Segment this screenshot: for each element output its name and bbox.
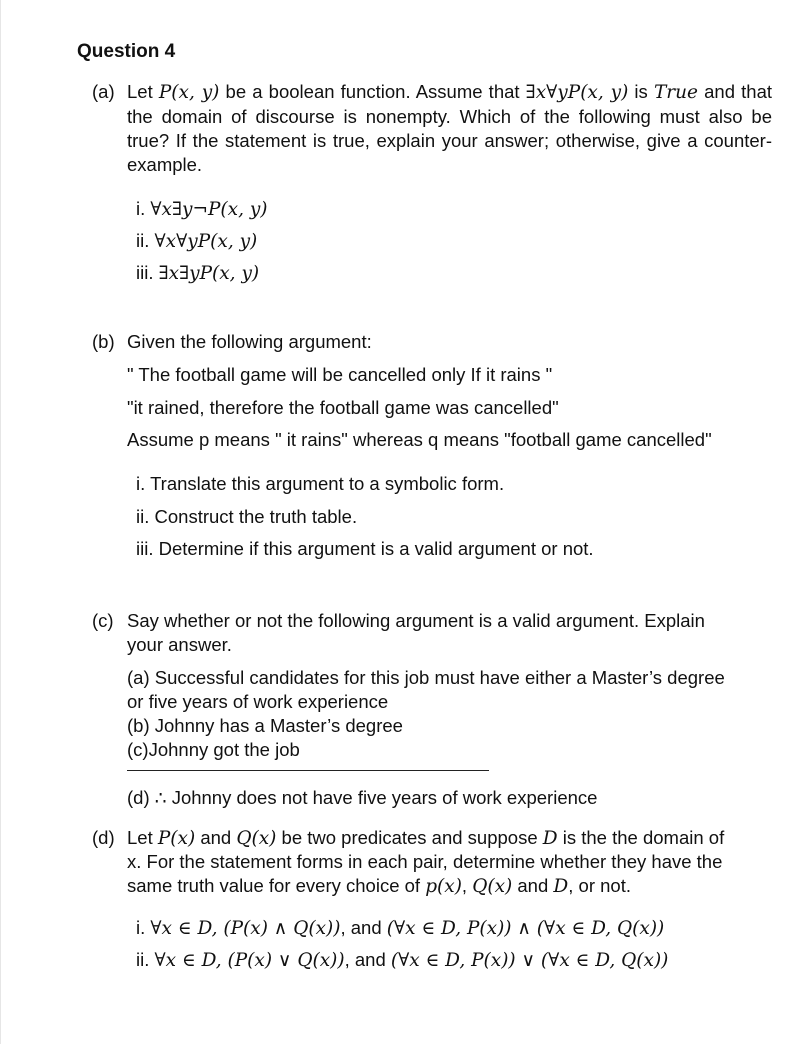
item-left-math: ∀x ∈ D, (P(x) ∧ Q(x)) bbox=[150, 918, 341, 939]
math-D: D bbox=[542, 828, 558, 849]
part-b-item-1 bbox=[136, 472, 504, 496]
item-num: i. bbox=[136, 198, 146, 219]
math-px: p(x) bbox=[425, 876, 462, 897]
math-Qx: Q(x) bbox=[236, 828, 277, 849]
part-d-line-3 bbox=[127, 874, 631, 899]
part-d-text-6: and bbox=[512, 875, 554, 896]
part-d bbox=[92, 826, 772, 851]
premise-c: (c)Johnny got the job bbox=[127, 739, 300, 760]
part-b-item-3 bbox=[136, 537, 594, 561]
conclusion-label: (d) bbox=[127, 787, 150, 808]
part-d-item-2 bbox=[136, 948, 668, 973]
math-exists-forall: ∃x∀yP(x, y) bbox=[525, 82, 629, 103]
part-c-line-1: Say whether or not the following argument is a valid argument. Explain bbox=[127, 610, 705, 631]
conclusion bbox=[127, 786, 597, 811]
item-right-math: (∀x ∈ D, P(x)) ∧ (∀x ∈ D, Q(x)) bbox=[386, 918, 665, 939]
item-num: ii. bbox=[136, 949, 150, 970]
part-a-item-1 bbox=[136, 197, 268, 222]
part-b-quote-2: "it rained, therefore the football game was cancelled" bbox=[127, 397, 559, 418]
item-num: iii. bbox=[136, 538, 154, 559]
item-text: Determine if this argument is a valid argument or not. bbox=[158, 538, 594, 559]
part-a-item-3 bbox=[136, 261, 259, 286]
part-a-text-4: and bbox=[697, 81, 735, 102]
item-and: , and bbox=[340, 917, 387, 938]
item-math: ∀x∀yP(x, y) bbox=[154, 231, 258, 252]
math-true: True bbox=[653, 82, 698, 103]
item-right-math: (∀x ∈ D, P(x)) ∨ (∀x ∈ D, Q(x)) bbox=[390, 950, 669, 971]
question-title: Question 4 bbox=[77, 41, 176, 62]
part-a-text-2: be a boolean function. Assume that bbox=[219, 81, 526, 102]
part-a-text bbox=[127, 80, 772, 177]
item-num: i. bbox=[136, 473, 146, 494]
math-Qx-2: Q(x) bbox=[472, 876, 513, 897]
part-b-assume: Assume p means " it rains" whereas q means "football game cancelled" bbox=[127, 429, 712, 450]
therefore-symbol: ∴ bbox=[154, 788, 167, 809]
item-num: ii. bbox=[136, 230, 150, 251]
part-c-line-2: your answer. bbox=[127, 634, 232, 655]
part-b bbox=[92, 330, 772, 354]
premise-a-line-1: (a) Successful candidates for this job must have either a Master’s degree bbox=[127, 667, 725, 688]
conclusion-divider bbox=[127, 770, 489, 771]
item-num: iii. bbox=[136, 262, 154, 283]
item-math: ∃x∃yP(x, y) bbox=[158, 263, 260, 284]
part-a-text-1: Let bbox=[127, 81, 159, 102]
part-d-text-4: is the the domain of bbox=[557, 827, 725, 848]
part-a-text-rest: that the domain of discourse is nonempty. Which of the following must also be true? If the statement is true, explain your answer; otherwise, give a counter-example. bbox=[127, 81, 772, 175]
part-d-text-5: same truth value for every choice of bbox=[127, 875, 426, 896]
part-a-text-3: is bbox=[628, 81, 654, 102]
part-b-label: (b) bbox=[92, 331, 115, 352]
part-d-label: (d) bbox=[92, 827, 115, 848]
item-math: ∀x∃y¬P(x, y) bbox=[150, 199, 268, 220]
part-b-quote-1: " The football game will be cancelled only If it rains " bbox=[127, 364, 553, 385]
part-d-text-3: be two predicates and suppose bbox=[276, 827, 543, 848]
part-c bbox=[92, 609, 772, 633]
item-num: ii. bbox=[136, 506, 150, 527]
math-Px: P(x) bbox=[157, 828, 196, 849]
part-d-item-1 bbox=[136, 916, 664, 941]
part-a-label: (a) bbox=[92, 81, 115, 102]
part-d-comma: , bbox=[461, 875, 473, 896]
item-num: i. bbox=[136, 917, 146, 938]
part-d-line-1 bbox=[127, 826, 772, 851]
part-a-item-2 bbox=[136, 229, 257, 254]
part-c-label: (c) bbox=[92, 610, 114, 631]
item-text: Translate this argument to a symbolic form. bbox=[150, 473, 505, 494]
item-left-math: ∀x ∈ D, (P(x) ∨ Q(x)) bbox=[154, 950, 345, 971]
premise-b: (b) Johnny has a Master’s degree bbox=[127, 715, 403, 736]
premise-a-line-2: or five years of work experience bbox=[127, 691, 389, 712]
part-d-text-7: , or not. bbox=[568, 875, 631, 896]
part-d-text-1: Let bbox=[127, 827, 158, 848]
math-Pxy: P(x, y) bbox=[158, 82, 220, 103]
part-b-intro: Given the following argument: bbox=[127, 331, 372, 352]
item-text: Construct the truth table. bbox=[154, 506, 358, 527]
part-a bbox=[92, 80, 772, 177]
part-d-line-2: x. For the statement forms in each pair, determine whether they have the bbox=[127, 851, 723, 872]
part-d-text-2: and bbox=[195, 827, 237, 848]
item-and: , and bbox=[344, 949, 391, 970]
conclusion-text: Johnny does not have five years of work experience bbox=[171, 787, 598, 808]
part-b-item-2 bbox=[136, 505, 357, 529]
math-D-2: D bbox=[553, 876, 569, 897]
